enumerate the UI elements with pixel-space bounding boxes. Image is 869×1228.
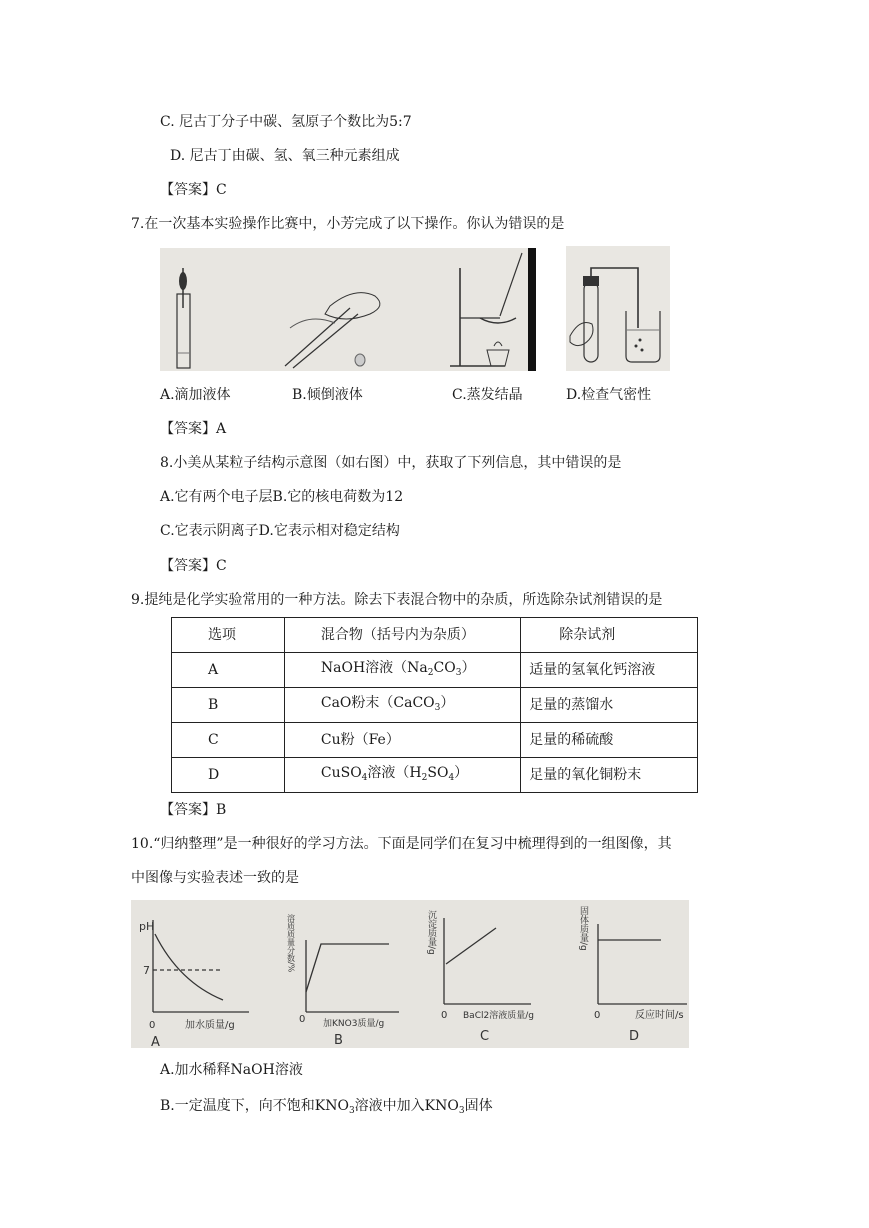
- graph-a-x-label: 加水质量/g: [185, 1020, 235, 1031]
- q7-option-a: A.滴加液体: [160, 387, 231, 403]
- table-header-row: [172, 618, 698, 653]
- q10-stem-line2: 中图像与实验表述一致的是: [131, 870, 299, 886]
- graph-a-tag: A: [151, 1035, 160, 1048]
- q8-options-line1: A.它有两个电子层B.它的核电荷数为12: [160, 489, 404, 505]
- graph-d-origin: 0: [594, 1010, 601, 1021]
- q8-answer: 【答案】C: [160, 558, 227, 574]
- row-reagent: 足量的蒸馏水: [521, 688, 698, 723]
- row-mixture: CaO粉末（CaCO$_3$）: [284, 688, 520, 723]
- row-reagent: 适量的氢氧化钙溶液: [521, 653, 698, 688]
- q10-stem-line1: 10.“归纳整理”是一种很好的学习方法。下面是同学们在复习中梳理得到的一组图像，其: [131, 836, 672, 852]
- graph-c-y-label: 沉淀质量/g: [426, 910, 436, 955]
- row-option: B: [172, 688, 285, 723]
- row-mixture: Cu粉（Fe）: [284, 723, 520, 758]
- graph-b-y-label: 溶质质量分数/%: [286, 914, 296, 973]
- row-option: D: [172, 758, 285, 793]
- graph-c-origin: 0: [441, 1010, 448, 1021]
- q7-option-d: D.检查气密性: [566, 387, 652, 403]
- row-reagent: 足量的稀硫酸: [521, 723, 698, 758]
- q7-apparatus-figure-abc: [160, 248, 536, 371]
- table-row: [172, 688, 698, 723]
- graph-d-tag: D: [629, 1029, 640, 1044]
- graph-b-origin: 0: [299, 1014, 306, 1025]
- graph-d-y-label: 固体质量/g: [578, 906, 588, 951]
- q10-option-b: B.一定温度下，向不饱和$KNO_3$溶液中加入$KNO_3$固体: [160, 1098, 493, 1116]
- q6-answer: 【答案】C: [160, 182, 227, 198]
- graph-b-tag: B: [334, 1033, 343, 1048]
- header-mixture: 混合物（括号内为杂质）: [284, 618, 520, 653]
- row-option: A: [172, 653, 285, 688]
- graph-d-x-label: 反应时间/s: [635, 1010, 684, 1021]
- q8-stem: 8.小美从某粒子结构示意图（如右图）中，获取了下列信息，其中错误的是: [160, 455, 622, 471]
- graph-c-tag: C: [480, 1029, 490, 1044]
- q10-graphs: [131, 900, 689, 1048]
- table-row: [172, 758, 698, 793]
- q9-answer: 【答案】B: [160, 802, 227, 818]
- q10-graphs-figure: [131, 900, 689, 1048]
- q7-option-b: B.倾倒液体: [292, 387, 363, 403]
- q9-stem: 9.提纯是化学实验常用的一种方法。除去下表混合物中的杂质，所选除杂试剂错误的是: [131, 592, 663, 608]
- table-row: [172, 723, 698, 758]
- q10-option-a: A.加水稀释NaOH溶液: [160, 1062, 303, 1078]
- q7-stem: 7.在一次基本实验操作比赛中，小芳完成了以下操作。你认为错误的是: [131, 216, 565, 232]
- graph-a-seven-tick: 7: [143, 964, 150, 977]
- q7-answer: 【答案】A: [160, 421, 227, 437]
- row-mixture: CuSO$_4$溶液$(H_2SO_4)$: [284, 758, 520, 793]
- airtightness-check-illustration: [566, 246, 670, 371]
- row-option: C: [172, 723, 285, 758]
- header-option: 选项: [172, 618, 285, 653]
- q6-option-d: D. 尼古丁由碳、氢、氧三种元素组成: [170, 148, 400, 164]
- graph-a-y-label: pH: [139, 920, 155, 933]
- header-reagent: 除杂试剂: [521, 618, 698, 653]
- table-row: [172, 653, 698, 688]
- graph-a-origin: 0: [149, 1020, 156, 1031]
- q6-option-c: C. 尼古丁分子中碳、氢原子个数比为5:7: [160, 114, 412, 130]
- q7-apparatus-figure-d: [566, 246, 670, 371]
- impurity-removal-table: [171, 617, 698, 793]
- q7-option-c: C.蒸发结晶: [452, 387, 523, 403]
- row-reagent: 足量的氧化铜粉末: [521, 758, 698, 793]
- graph-c-x-label: BaCl2溶液质量/g: [463, 1011, 534, 1021]
- lab-apparatus-illustration: [160, 248, 536, 371]
- q8-options-line2: C.它表示阴离子D.它表示相对稳定结构: [160, 523, 400, 539]
- graph-b-x-label: 加KNO3质量/g: [323, 1019, 385, 1029]
- row-mixture: NaOH溶液$(Na_2CO_3)$: [284, 653, 520, 688]
